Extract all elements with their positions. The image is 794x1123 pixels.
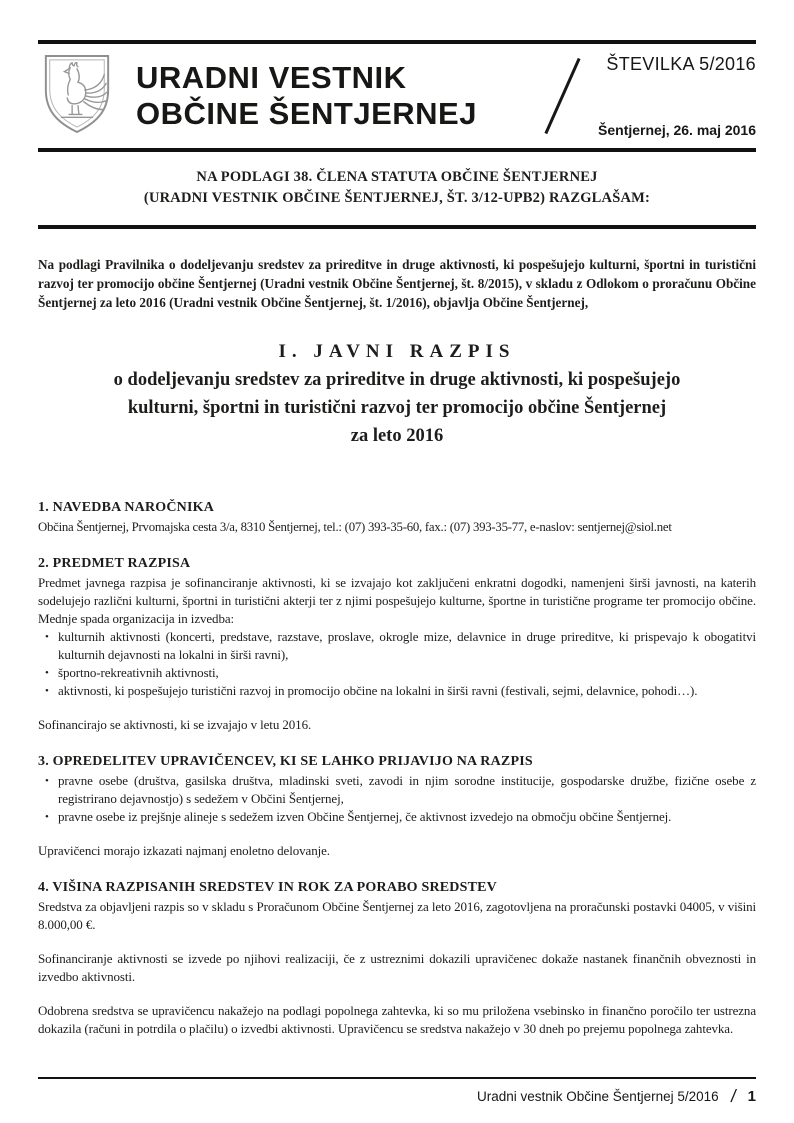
paragraph: Sofinanciranje aktivnosti se izvede po njihovi realizaciji, če z ustreznimi dokazili upravičenec dokaže nastanek finančnih obveznosti in izvedbo aktivnosti. bbox=[38, 951, 756, 984]
footer-journal-name: Uradni vestnik Občine Šentjernej 5/2016 bbox=[476, 1089, 719, 1104]
section-2 bbox=[38, 554, 756, 734]
section-heading: 3. OPREDELITEV UPRAVIČENCEV, KI SE LAHKO PRIJAVIJO NA RAZPIS bbox=[38, 754, 533, 769]
page-footer bbox=[38, 1077, 756, 1107]
gazette-title-line1: URADNI VESTNIK bbox=[136, 59, 407, 95]
proclamation-line1: NA PODLAGI 38. ČLENA STATUTA OBČINE ŠENTJERNEJ bbox=[196, 169, 598, 185]
bullet-list bbox=[38, 772, 756, 826]
coat-of-arms-rooster-icon bbox=[40, 53, 114, 140]
footer-slash-divider: / bbox=[729, 1086, 738, 1106]
paragraph: Upravičenci morajo izkazati najmanj enoletno delovanje. bbox=[38, 843, 330, 858]
bullet-item: • pravne osebe iz prejšnje alineje s sedežem izven Občine Šentjernej, če aktivnost izvedejo na območju občine Šentjernej. bbox=[58, 808, 756, 826]
bullet-item: • kulturnih aktivnosti (koncerti, predstave, razstave, proslave, okrogle mize, delavnice in druge prireditve, ki prispevajo k obogatitvi kulturnih dejavnosti na lokalni in širši ravni), bbox=[58, 628, 756, 664]
dateline: Šentjernej, 26. maj 2016 bbox=[598, 122, 756, 138]
notice-subtitle-line: o dodeljevanju sredstev za prireditve in druge aktivnosti, ki pospešujejo bbox=[113, 370, 681, 390]
section-3 bbox=[38, 752, 756, 860]
section-1 bbox=[38, 498, 756, 536]
paragraph: Odobrena sredstva se upravičencu nakažejo na podlagi popolnega zahtevka, ki so mu priložena vsebinsko in finančno poročilo ter ustrezna dokazila (računi in potrdila o plačilu) o izvedbi aktivnosti. Upravičencu se sredstva nakažejo v 30 dneh po prejemu popolnega zahtevka. bbox=[38, 1003, 756, 1036]
notice-title bbox=[38, 338, 756, 450]
proclamation-line2: (URADNI VESTNIK OBČINE ŠENTJERNEJ, ŠT. 3/12-UPB2) RAZGLAŠAM: bbox=[143, 190, 651, 206]
issue-info bbox=[598, 54, 756, 138]
intro-paragraph: Na podlagi Pravilnika o dodeljevanju sredstev za prireditve in druge aktivnosti, ki pospešujejo kulturni, športni in turistični razvoj ter promocijo občine Šentjernej (Uradni vestnik Občine Šentjernej, št. 8/2015), v skladu z Odlokom o proračunu Občine Šentjernej za leto 2016 (Uradni vestnik Občine Šentjernej, št. 1/2016), objavlja Občine Šentjernej, bbox=[38, 257, 756, 310]
notice-subtitle-line: za leto 2016 bbox=[350, 426, 444, 446]
notice-subtitle-line: kulturni, športni in turistični razvoj ter promocijo občine Šentjernej bbox=[127, 398, 667, 418]
document-body bbox=[38, 498, 756, 1038]
section-4 bbox=[38, 878, 756, 1038]
issue-number: ŠTEVILKA 5/2016 bbox=[606, 54, 756, 74]
proclamation bbox=[38, 152, 756, 225]
masthead-slash-divider bbox=[544, 58, 580, 134]
notice-subtitle bbox=[38, 366, 756, 450]
paragraph: Sredstva za objavljeni razpis so v skladu s Proračunom Občine Šentjernej za leto 2016, zagotovljena na proračunski postavki 04005, v višini 8.000,00 €. bbox=[38, 899, 756, 932]
gazette-title-line2: OBČINE ŠENTJERNEJ bbox=[136, 96, 477, 131]
page-number: 1 bbox=[747, 1088, 756, 1105]
section-heading: 1. NAVEDBA NAROČNIKA bbox=[38, 500, 215, 515]
bullet-item: • športno-rekreativnih aktivnosti, bbox=[58, 664, 756, 682]
bullet-item: • aktivnosti, ki pospešujejo turistični razvoj in promocijo občine na lokalni in širši ravni (festivali, sejmi, delavnice, pohodi…). bbox=[58, 682, 756, 700]
section-heading: 2. PREDMET RAZPISA bbox=[38, 556, 191, 571]
paragraph: Sofinancirajo se aktivnosti, ki se izvajajo v letu 2016. bbox=[38, 717, 312, 732]
proclamation-bottom-rule bbox=[38, 225, 756, 229]
footer-line bbox=[38, 1079, 756, 1107]
masthead bbox=[38, 44, 756, 148]
gazette-title bbox=[136, 60, 477, 133]
bullet-list bbox=[38, 628, 756, 700]
bullet-item: • pravne osebe (društva, gasilska društva, mladinski sveti, zavodi in njim sorodne institucije, gospodarske družbe, fizične osebe z registrirano dejavnostjo) s sedežem v Občini Šentjernej, bbox=[58, 772, 756, 808]
section-heading: 4. VIŠINA RAZPISANIH SREDSTEV IN ROK ZA PORABO SREDSTEV bbox=[38, 880, 497, 895]
notice-kicker: I. JAVNI RAZPIS bbox=[278, 341, 516, 362]
paragraph: Občina Šentjernej, Prvomajska cesta 3/a, 8310 Šentjernej, tel.: (07) 393-35-60, fax.: (07) 393-35-77, e-naslov: sentjernej@siol.net bbox=[38, 520, 672, 534]
paragraph: Predmet javnega razpisa je sofinanciranje aktivnosti, ki se izvajajo kot zaključeni enkratni dogodki, namenjeni širši javnosti, na katerih sodelujejo različni kulturni, športni in turistični akterji ter z njimi pospešujejo kulturne, športne in turistične programe ter promocijo občine. Mednje spada organizacija in izvedba: bbox=[38, 575, 756, 626]
